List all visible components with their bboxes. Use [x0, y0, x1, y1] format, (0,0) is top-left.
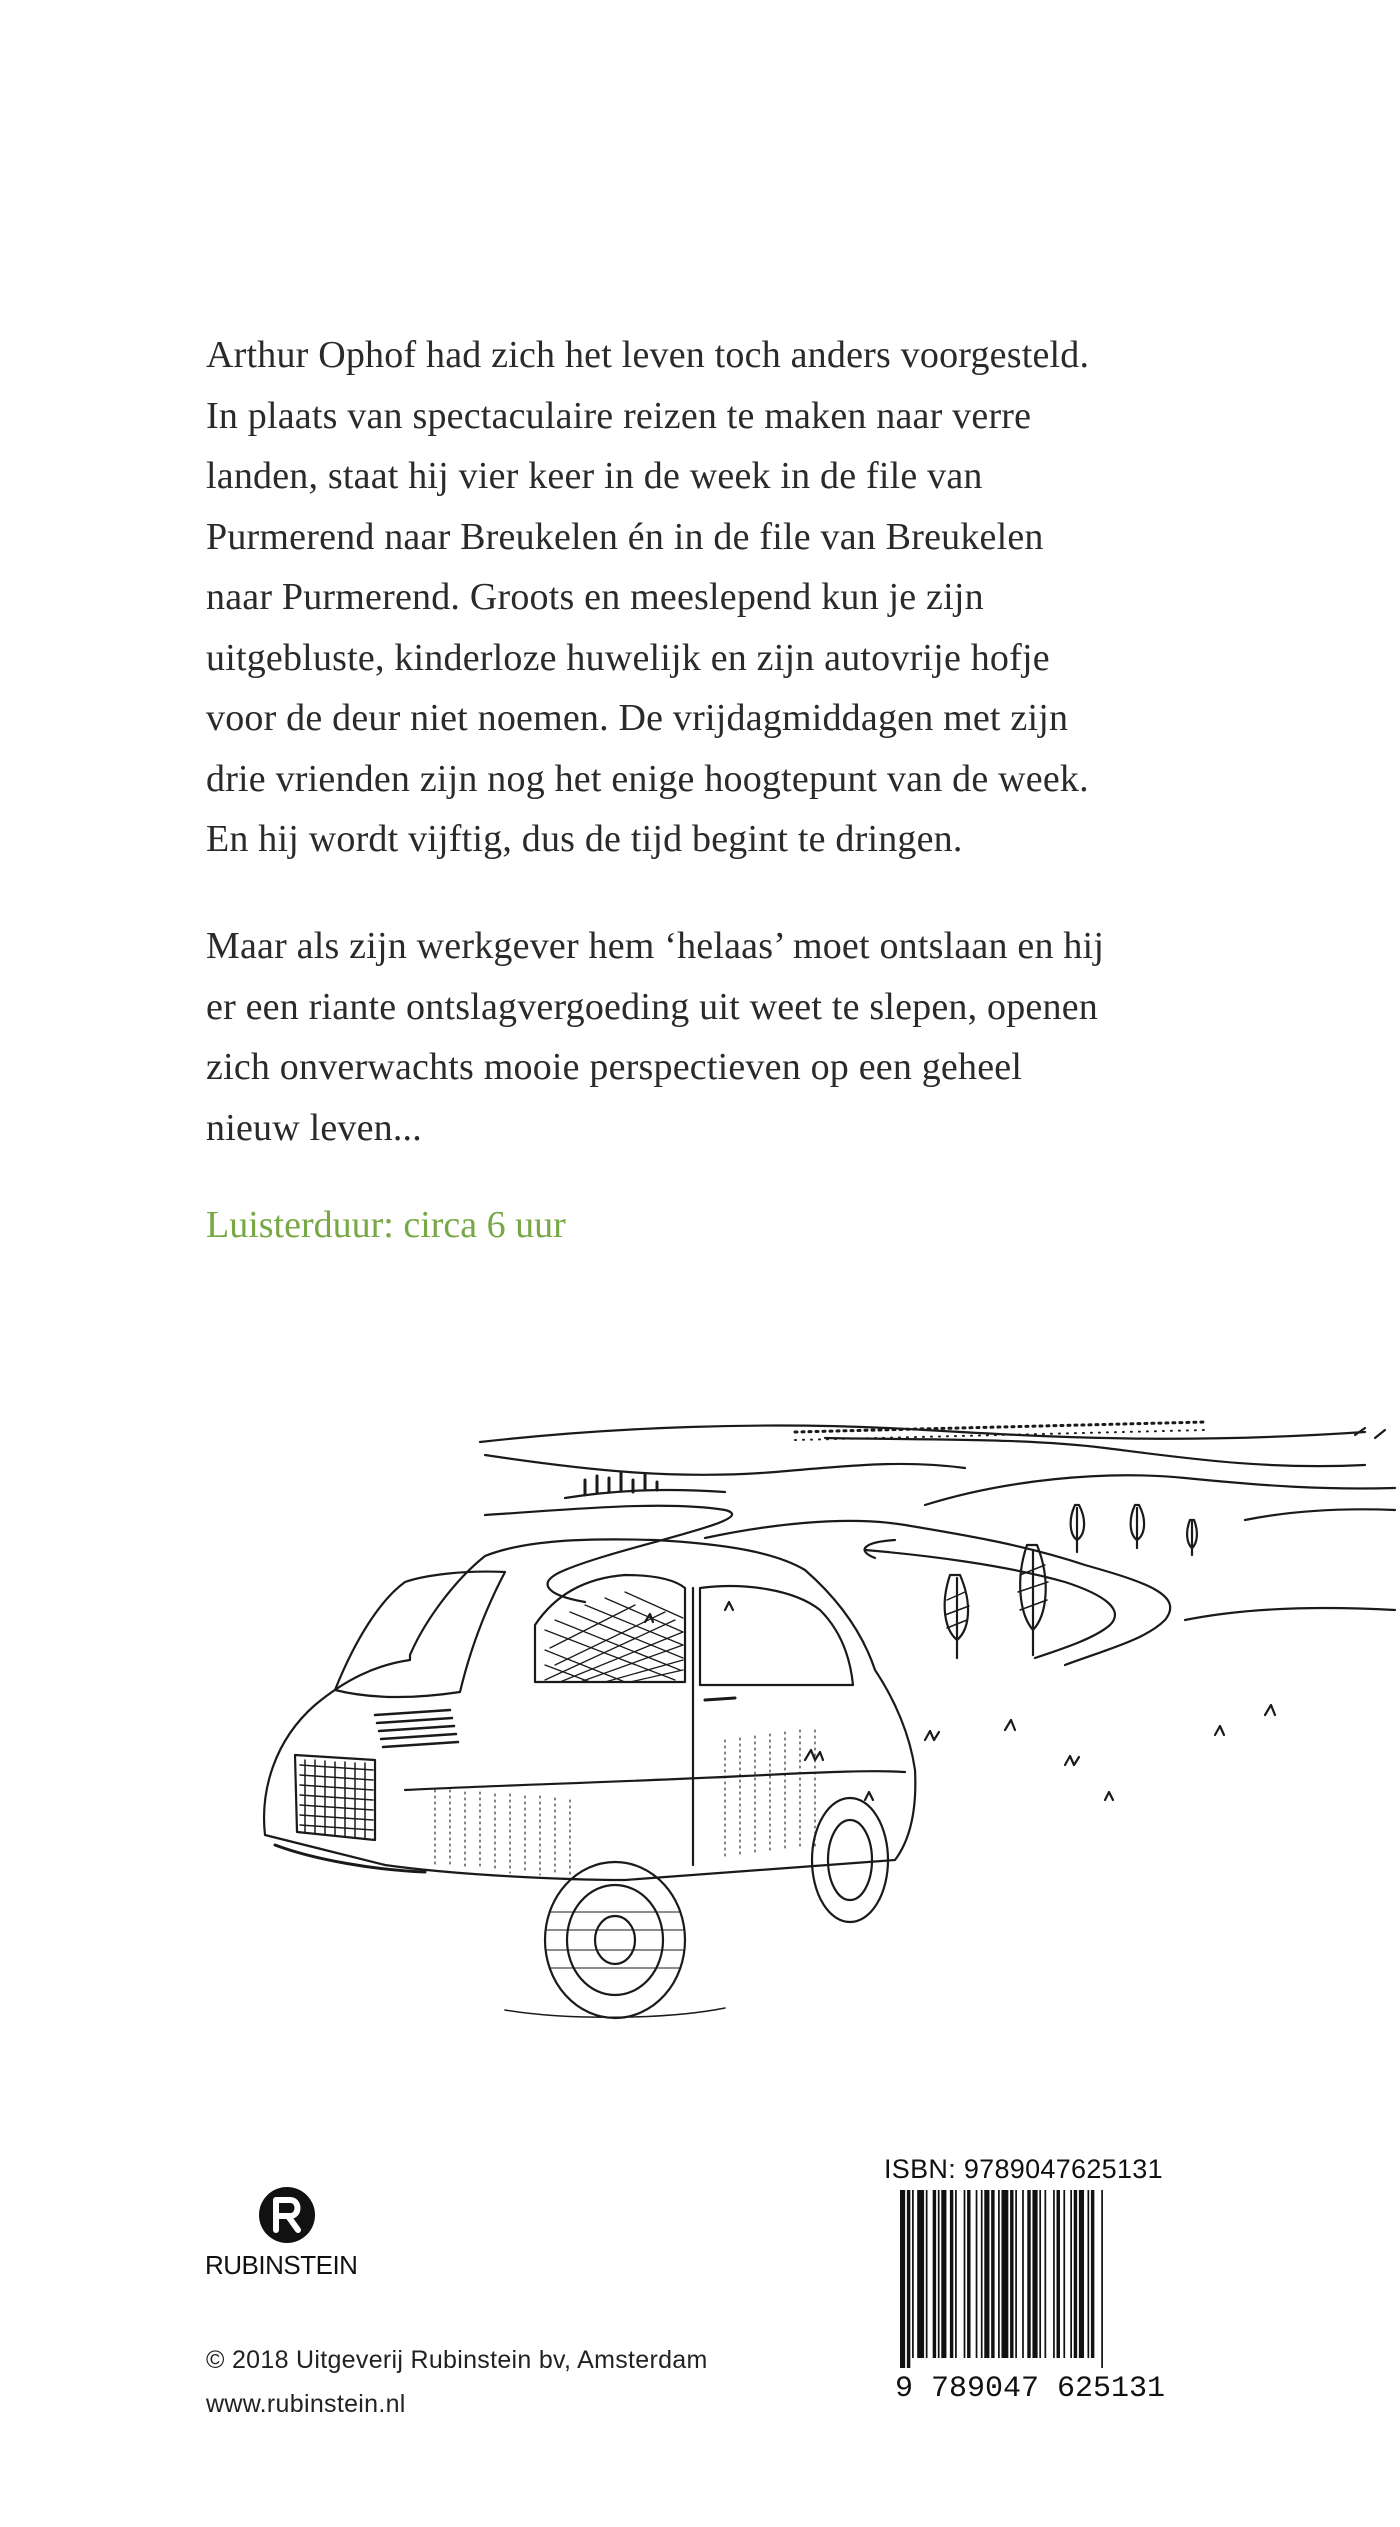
barcode-bar	[1057, 2190, 1060, 2358]
barcode-bar	[1010, 2190, 1013, 2358]
barcode-bar	[1027, 2190, 1030, 2358]
blurb-line: En hij wordt vijftig, dus de tijd begint te dringen.	[206, 818, 963, 860]
blurb-line: drie vrienden zijn nog het enige hoogtepunt van de week.	[206, 757, 1089, 800]
rubinstein-logo-icon	[258, 2186, 316, 2244]
barcode-bar	[1074, 2190, 1077, 2358]
blurb-paragraph	[206, 325, 1206, 870]
barcode-bar	[926, 2190, 928, 2358]
barcode-bar	[1032, 2190, 1037, 2358]
blurb-line: naar Purmerend. Groots en meeslepend kun je zijn	[206, 576, 984, 618]
barcode-bar	[938, 2190, 940, 2358]
paragraph-line: nieuw leven...	[206, 1106, 422, 1149]
barcode-bar	[1087, 2190, 1089, 2358]
barcode-bar	[912, 2190, 914, 2358]
paragraph-line: zich onverwachts mooie perspectieven op een geheel	[206, 1046, 1023, 1088]
barcode-bar	[900, 2190, 905, 2368]
barcode-bar	[981, 2190, 983, 2358]
barcode-bar	[991, 2190, 994, 2358]
website-url: www.rubinstein.nl	[206, 2390, 406, 2418]
copyright-notice: © 2018 Uitgeverij Rubinstein bv, Amsterdam	[206, 2346, 708, 2374]
publisher-logo	[205, 2186, 375, 2286]
barcode-bar	[941, 2190, 946, 2358]
paragraph-line: Maar als zijn werkgever hem ‘helaas’ moet ontslaan en hij	[206, 925, 1105, 967]
listening-duration: Luisterduur: circa 6 uur	[206, 1204, 566, 1246]
barcode-bar	[976, 2190, 978, 2358]
barcode-bar	[1001, 2190, 1008, 2358]
blurb-line: landen, staat hij vier keer in de week in de file van	[206, 455, 983, 497]
barcode-bar	[1101, 2190, 1103, 2368]
blurb-line: In plaats van spectaculaire reizen te maken naar verre	[206, 394, 1032, 437]
barcode-bar	[1044, 2190, 1046, 2358]
barcode-bar	[907, 2190, 910, 2368]
isbn-label: ISBN: 9789047625131	[884, 2154, 1163, 2184]
barcode-bar	[984, 2190, 989, 2358]
barcode-bar	[917, 2190, 924, 2358]
barcode-bar	[998, 2190, 1000, 2358]
barcode-digits: 9 789047 625131	[894, 2372, 1166, 2400]
barcode-bar	[1053, 2190, 1055, 2358]
barcode-bar	[1079, 2190, 1084, 2358]
barcode-bar	[1015, 2190, 1017, 2358]
barcode-bar	[1039, 2190, 1041, 2358]
barcode-bar	[1091, 2190, 1094, 2358]
blurb-line: voor de deur niet noemen. De vrijdagmiddagen met zijn	[206, 697, 1069, 739]
blurb-line: uitgebluste, kinderloze huwelijk en zijn autovrije hofje	[206, 636, 1050, 679]
barcode-bar	[955, 2190, 957, 2358]
barcode-bar	[933, 2190, 936, 2358]
isbn-barcode	[884, 2190, 1176, 2400]
blurb-line: Purmerend naar Breukelen én in de file van Breukelen	[206, 515, 1044, 558]
paragraph-line: er een riante ontslagvergoeding uit weet te slepen, openen	[206, 985, 1098, 1028]
barcode-bar	[1070, 2190, 1072, 2358]
barcode-bar	[1022, 2190, 1024, 2358]
barcode-bar	[1063, 2190, 1065, 2358]
barcode-bar	[964, 2190, 966, 2358]
car-landscape-illustration	[205, 1320, 1400, 2100]
publisher-name: RUBINSTEIN	[205, 2250, 358, 2280]
second-paragraph	[206, 916, 1206, 1158]
barcode-bar	[950, 2190, 953, 2358]
blurb-line: Arthur Ophof had zich het leven toch anders voorgesteld.	[206, 334, 1090, 376]
barcode-bar	[967, 2190, 970, 2358]
